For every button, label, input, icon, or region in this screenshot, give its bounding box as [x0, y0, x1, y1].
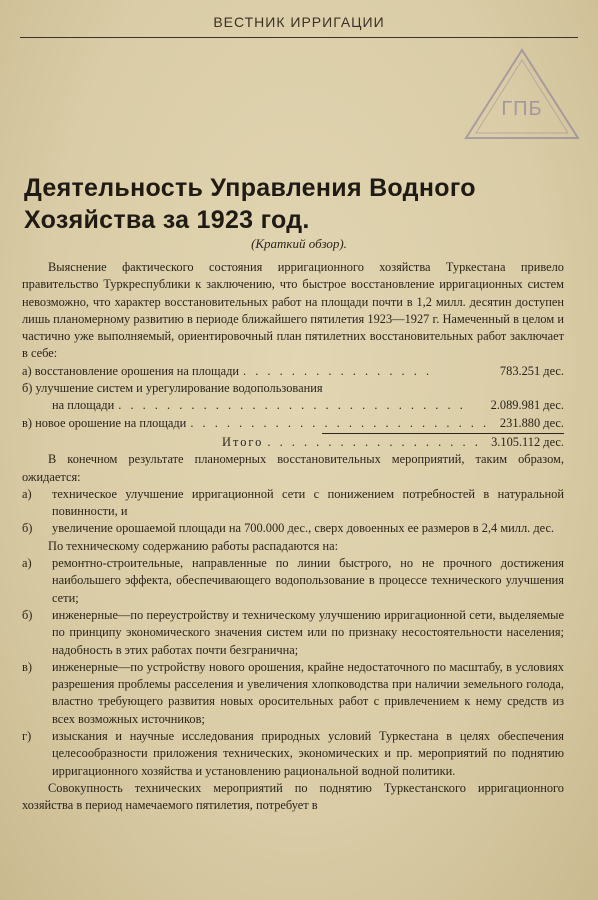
plan-item	[22, 363, 564, 380]
total-row	[22, 434, 564, 451]
list-marker: б)	[22, 521, 33, 536]
list-text: изыскания и научные исследования природных условий Туркестана в целях обеспечения целесообразности приложения технических, экономических и пр. мероприятий по поднятию ирригационного хозяйства и установлению рациональной водной политики.	[52, 729, 564, 778]
list-text: техническое улучшение ирригационной сети с понижением потребностей в натуральной повинности, и	[52, 486, 564, 519]
library-stamp	[462, 46, 582, 146]
list-marker: г)	[22, 729, 32, 744]
list-item	[22, 555, 564, 607]
closing-paragraph: Совокупность технических мероприятий по поднятию Туркестанского ирригационного хозяйства в период намечаемого пятилетия, потребует в	[22, 780, 564, 813]
total-value: 3.105.112 дес.	[491, 434, 564, 449]
list-text: инженерные—по устройству нового орошения, крайне недостаточного по масштабу, в условиях разрешения проблемы расселения и увеличения хлопководства при наличии земельного голода, властно требующего развития новых оросительных работ с привлечением к нему средств из всех возможных источников;	[52, 659, 564, 726]
plan-item	[22, 380, 564, 397]
plan-item	[22, 397, 564, 414]
header-rule	[20, 37, 578, 38]
list-text: увеличение орошаемой площади на 700.000 дес., сверх довоенных ее размеров в 2,4 милл. дес.	[52, 521, 555, 536]
list-marker: а)	[22, 556, 32, 571]
list-item	[22, 607, 564, 659]
leader-dots: . . . . . . . . . . . . . . . .	[243, 363, 433, 378]
list-item	[22, 659, 564, 728]
list-item	[22, 728, 564, 780]
plan-item	[22, 415, 564, 432]
work-intro: По техническому содержанию работы распадаются на:	[48, 538, 339, 553]
leader-dots: . . . . . . . . . . . . . . . . . .	[267, 434, 481, 449]
stamp-text: ГПБ	[501, 98, 543, 120]
list-marker: б)	[22, 607, 33, 622]
stamp-triangle-icon	[462, 46, 582, 146]
list-text: ремонтно-строительные, направленные по линии быстрого, но не прочного достижения наибольшего эффекта, обеспечивающего водопользование в процессе технического улучшения сети;	[52, 556, 564, 605]
running-header: ВЕСТНИК ИРРИГАЦИИ	[213, 14, 385, 30]
intro-paragraph: Выяснение фактического состояния ирригационного хозяйства Туркестана привело правительство Туркреспублики к заключению, что быстрое восстановление ирригационных систем невозможно, что характер восстановительных работ на площади почти в 1,2 милл. десятин доступен лишь планомерному развитию в периоде ближайшего пятилетия 1923—1927 г. Намеченный в целом и частично уже выполняемый, ориентировочный план пятилетних восстановительных работ заключает в себе:	[22, 260, 564, 361]
plan-item-label: на площади	[52, 398, 115, 413]
article-body	[22, 259, 564, 815]
plan-item-label: в) новое орошение на площади	[22, 415, 187, 430]
article-title: Деятельность Управления Водного Хозяйства за 1923 год.	[24, 174, 476, 234]
leader-dots: . . . . . . . . . . . . . . . . . . . . . . . . . . . . .	[118, 398, 466, 413]
list-marker: в)	[22, 659, 32, 674]
list-item	[22, 486, 564, 521]
plan-item-value: 2.089.981 дес.	[490, 398, 564, 413]
list-marker: а)	[22, 486, 32, 501]
list-text: инженерные—по переустройству и техническому улучшению ирригационной сети, выделяемые по принципу экономического значения систем или по признаку несостоятельности населения; надобность в этих работах почти безгранична;	[52, 607, 564, 657]
article-subtitle: (Краткий обзор).	[251, 236, 347, 251]
plan-item-label: а) восстановление орошения на площади	[22, 363, 240, 378]
total-label: Итого	[222, 434, 264, 449]
result-intro: В конечном результате планомерных восстановительных мероприятий, таким образом, ожидается:	[22, 452, 564, 484]
plan-item-value: 783.251 дес.	[499, 363, 564, 378]
leader-dots: . . . . . . . . . . . . . . . . . . . . . . . . .	[190, 415, 490, 430]
list-item	[22, 520, 564, 537]
plan-item-value: 231.880 дес.	[499, 415, 564, 430]
plan-item-label: б) улучшение систем и урегулирование водопользования	[22, 381, 323, 396]
